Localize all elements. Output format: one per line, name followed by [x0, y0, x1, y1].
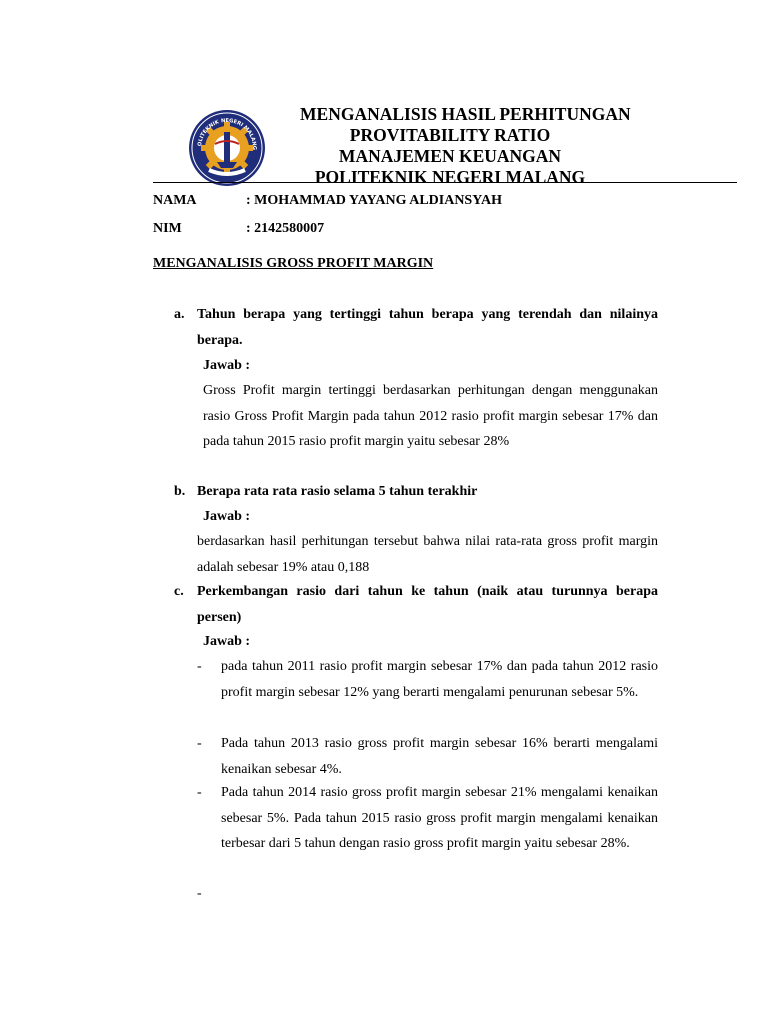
question-a-answer-label: Jawab :	[203, 358, 251, 373]
question-c-answer-label: Jawab :	[203, 634, 251, 649]
question-b-answer: berdasarkan hasil perhitungan tersebut bahwa nilai rata-rata gross profit margin adalah sebesar 19% atau 0,188	[197, 534, 658, 575]
logo-text: OLITEKNIK NEGERI MALANG	[197, 117, 258, 151]
name-value: : MOHAMMAD YAYANG ALDIANSYAH	[246, 193, 503, 208]
document-title	[300, 104, 631, 188]
name-label: NAMA	[153, 193, 197, 208]
question-a-marker: a.	[174, 307, 185, 322]
question-a-answer: Gross Profit margin tertinggi berdasarkan perhitungan dengan menggunakan rasio Gross Profit Margin pada tahun 2012 rasio profit margin sebesar 17% dan pada tahun 2015 rasio profit margin yaitu sebesar 28%	[203, 383, 658, 449]
bullet-dash-1: -	[197, 659, 202, 674]
nim-value: : 2142580007	[246, 221, 325, 236]
nim-label: NIM	[153, 221, 182, 236]
section-title: MENGANALISIS GROSS PROFIT MARGIN	[153, 256, 434, 271]
title-line-4: POLITEKNIK NEGERI MALANG	[314, 167, 586, 187]
bullet-dash-4: -	[197, 886, 202, 901]
title-line-2: PROVITABILITY RATIO	[349, 125, 551, 145]
bullet-item-1: pada tahun 2011 rasio profit margin sebesar 17% dan pada tahun 2012 rasio profit margin sebesar 12% yang berarti mengalami penurunan sebesar 5%.	[221, 659, 658, 700]
title-line-1: MENGANALISIS HASIL PERHITUNGAN	[300, 104, 631, 124]
bullet-item-3: Pada tahun 2014 rasio gross profit margin sebesar 21% mengalami kenaikan sebesar 5%. Pada tahun 2015 rasio gross profit margin mengalami kenaikan terbesar dari 5 tahun dengan rasio gross profit margin yaitu sebesar 28%.	[221, 785, 658, 851]
polinema-logo	[187, 108, 267, 188]
bullet-dash-3: -	[197, 785, 202, 800]
header-divider	[153, 182, 737, 183]
question-c-marker: c.	[174, 584, 184, 599]
question-b-answer-label: Jawab :	[203, 509, 251, 524]
bullet-dash-2: -	[197, 736, 202, 751]
question-b-marker: b.	[174, 484, 186, 499]
question-c-text: Perkembangan rasio dari tahun ke tahun (naik atau turunnya berapa persen)	[197, 584, 658, 625]
title-line-3: MANAJEMEN KEUANGAN	[338, 146, 562, 166]
question-b-text: Berapa rata rata rasio selama 5 tahun terakhir	[197, 484, 478, 499]
question-a-text: Tahun berapa yang tertinggi tahun berapa yang terendah dan nilainya berapa.	[197, 307, 658, 348]
bullet-item-2: Pada tahun 2013 rasio gross profit margin sebesar 16% berarti mengalami kenaikan sebesar 4%.	[221, 736, 658, 777]
